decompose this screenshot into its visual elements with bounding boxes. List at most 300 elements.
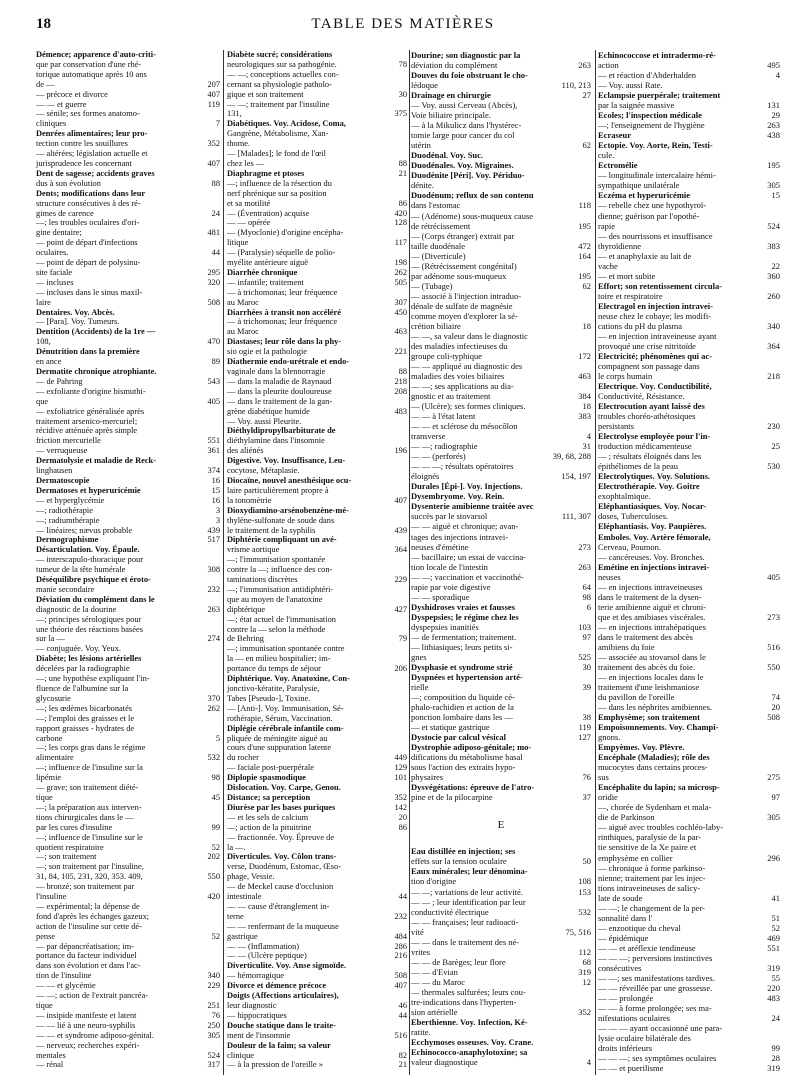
index-entry	[411, 321, 591, 331]
index-entry	[36, 595, 220, 605]
entry-page-number: 472	[578, 240, 591, 251]
entry-text: en ance	[36, 357, 62, 367]
index-entry	[36, 575, 220, 585]
entry-page-number: 4	[775, 70, 780, 81]
entry-text: —; action de la pituitrine	[227, 822, 312, 832]
index-entry	[598, 913, 780, 923]
entry-text: portance du temps de séjour	[227, 664, 321, 674]
entry-page-number: 420	[207, 892, 220, 902]
entry-text: utérin	[411, 140, 431, 151]
entry-page-number: 5	[215, 733, 220, 743]
entry-text: — et réaction d'Abderhalden	[598, 70, 697, 81]
index-entry	[36, 991, 220, 1001]
entry-text: —; l'emploi des graisses et le	[36, 713, 135, 723]
entry-text: Echinococco-anaphylotoxine; sa	[411, 1047, 528, 1057]
entry-text: Diarrhée chronique	[227, 267, 298, 277]
entry-text: action	[598, 60, 619, 71]
entry-page-number: 31	[582, 441, 591, 452]
entry-page-number: 550	[207, 872, 220, 882]
entry-text: Dyspnées et hypertension arté-	[411, 671, 523, 682]
entry-page-number: 3	[215, 505, 220, 515]
entry-text: Dermatoscopie	[36, 475, 90, 485]
index-entry	[598, 401, 780, 411]
entry-text: Eclampsie puerpérale; traitement	[598, 90, 721, 101]
entry-text: — —, sa valeur dans le diagnostic	[411, 330, 528, 341]
entry-text: fond d'après les échanges gazeux;	[36, 911, 150, 921]
index-entry	[411, 271, 591, 281]
entry-page-number: 99	[771, 1043, 780, 1054]
entry-text: mucocytes dans certains proces-	[598, 762, 708, 773]
entry-text: Dents; modifications dans leur	[36, 188, 146, 198]
entry-text: — (Diverticule)	[411, 250, 466, 261]
index-entry	[227, 189, 407, 199]
entry-text: Dourine; son diagnostic par la	[411, 50, 521, 60]
entry-text: —; son traitement par l'insuline,	[36, 862, 144, 872]
index-entry	[36, 486, 220, 496]
entry-page-number: 516	[767, 641, 780, 652]
entry-page-number: 52	[211, 931, 220, 941]
entry-text: gine dentaire;	[36, 228, 82, 238]
entry-text: de —	[36, 79, 55, 89]
index-column-3	[411, 50, 591, 1067]
index-entry	[411, 652, 591, 662]
entry-page-number: 469	[767, 932, 780, 943]
entry-text: vité	[411, 926, 424, 937]
index-entry	[598, 261, 780, 271]
entry-page-number: 74	[771, 692, 780, 702]
entry-text: emphysème en collier	[598, 852, 673, 863]
entry-page-number: 25	[771, 441, 780, 452]
index-entry	[598, 1053, 780, 1063]
entry-text: Diplégie cérébrale infantile com-	[227, 723, 344, 733]
index-entry	[227, 1060, 407, 1070]
entry-page-number: 207	[207, 79, 220, 89]
entry-page-number: 15	[771, 190, 780, 201]
entry-page-number: 263	[207, 604, 220, 614]
entry-text: —; l'immunisation antidiphtéri-	[227, 584, 334, 594]
index-entry	[36, 585, 220, 595]
index-entry	[411, 471, 591, 481]
entry-text: des maladies infectieuses du	[411, 340, 508, 351]
entry-page-number: 229	[394, 575, 407, 585]
index-entry	[598, 842, 780, 852]
index-entry	[227, 387, 407, 397]
entry-text: Effort; son retentissement circula-	[598, 280, 723, 291]
entry-page-number: 551	[767, 942, 780, 953]
index-entry	[36, 436, 220, 446]
entry-page-number: 320	[207, 277, 220, 287]
entry-page-number: 420	[394, 208, 407, 218]
index-entry	[227, 743, 407, 753]
index-entry	[411, 401, 591, 411]
entry-text: rinthiques, paralysie de la par-	[598, 832, 701, 843]
entry-page-number: 128	[394, 218, 407, 228]
entry-text: effets sur la tension oculaire	[411, 856, 507, 867]
column-divider	[223, 50, 224, 1075]
entry-text: — longitudinale intercalaire hémi-	[598, 170, 716, 181]
entry-text: que au moyen de l'anatoxine	[227, 594, 323, 604]
index-entry	[411, 742, 591, 752]
entry-text: groupe coli-typhique	[411, 350, 483, 361]
entry-text: gnes	[411, 651, 427, 662]
entry-text: —; une hypothèse expliquant l'in-	[36, 674, 150, 684]
entry-text: — — et glycémie	[36, 981, 96, 991]
entry-page-number: 352	[207, 139, 220, 149]
entry-text: cule.	[598, 150, 615, 161]
entry-text: —; les corps gras dans le régime	[36, 743, 146, 753]
index-entry	[411, 917, 591, 927]
entry-text: — associée au stovarsol dans le	[598, 651, 706, 662]
entry-text: par la saignée massive	[598, 100, 675, 111]
entry-text: consécutives	[598, 962, 642, 973]
index-entry	[598, 883, 780, 893]
entry-page-number: 118	[578, 200, 591, 211]
entry-text: dienne; guérison par l'opothé-	[598, 210, 700, 221]
index-entry	[598, 973, 780, 983]
index-entry	[36, 634, 220, 644]
entry-text: Duodénite [Péri]. Voy. Périduo-	[411, 170, 525, 181]
index-entry	[411, 876, 591, 886]
entry-text: — et mort subite	[598, 270, 656, 281]
index-entry	[36, 516, 220, 526]
index-entry	[36, 783, 220, 793]
entry-page-number: 198	[394, 258, 407, 268]
entry-text: — expérimental; la dépense de	[36, 901, 140, 911]
index-entry	[227, 288, 407, 298]
index-entry	[36, 367, 220, 377]
index-entry	[598, 602, 780, 612]
index-entry	[227, 951, 407, 961]
entry-page-number: 295	[207, 267, 220, 277]
index-entry	[411, 70, 591, 80]
entry-text: — — et syndrome adiposo-génital.	[36, 1030, 154, 1040]
index-entry	[598, 802, 780, 812]
entry-text: clinique	[227, 1050, 254, 1060]
index-entry	[411, 632, 591, 642]
index-entry	[227, 843, 407, 853]
entry-text: gnons.	[598, 732, 621, 743]
entry-text: — — dans le traitement des né-	[411, 936, 520, 947]
index-entry	[411, 120, 591, 130]
entry-text: nerf phrénique sur sa position	[227, 188, 327, 198]
index-entry	[227, 278, 407, 288]
index-entry	[227, 902, 407, 912]
index-entry	[227, 258, 407, 268]
index-entry	[36, 347, 220, 357]
entry-page-number: 263	[578, 60, 591, 71]
entry-text: — [Para]. Voy. Tumeurs.	[36, 317, 120, 327]
entry-text: grène diabétique humide	[227, 406, 310, 416]
index-entry	[227, 961, 407, 971]
index-entry	[598, 381, 780, 391]
entry-page-number: 360	[767, 270, 780, 281]
entry-page-number: 260	[767, 290, 780, 301]
index-entry	[36, 218, 220, 228]
entry-text: maladies des voies biliaires	[411, 371, 505, 381]
index-entry	[227, 218, 407, 228]
index-entry	[227, 813, 407, 823]
entry-page-number: 76	[211, 1010, 220, 1020]
entry-page-number: 470	[207, 337, 220, 347]
index-entry	[36, 248, 220, 258]
index-entry	[411, 997, 591, 1007]
index-entry	[227, 446, 407, 456]
index-entry	[36, 50, 220, 60]
entry-page-number: 103	[578, 621, 591, 632]
index-entry	[36, 456, 220, 466]
entry-text: — incluses	[36, 277, 74, 287]
entry-page-number: 438	[767, 130, 780, 141]
entry-text: neuses d'émétine	[411, 541, 469, 552]
index-entry	[227, 1011, 407, 1021]
entry-text: crétion biliaire	[411, 320, 461, 331]
entry-text: Diverticules. Voy. Côlon trans-	[227, 852, 337, 862]
entry-page-number: 407	[207, 89, 220, 99]
entry-text: site faciale	[36, 267, 73, 277]
index-entry	[598, 993, 780, 1003]
entry-page-number: 4	[586, 431, 591, 442]
entry-text: Cerveau, Poumon.	[598, 541, 662, 552]
index-entry	[598, 281, 780, 291]
index-entry	[411, 1037, 591, 1047]
index-entry	[598, 411, 780, 421]
index-entry	[411, 411, 591, 421]
index-entry	[411, 50, 591, 60]
entry-text: — linéaires; nævus probable	[36, 525, 133, 535]
index-entry	[411, 100, 591, 110]
entry-text: sonnalité dans l'	[598, 912, 653, 923]
entry-page-number: 44	[211, 248, 220, 258]
entry-text: — grave; son traitement diété-	[36, 783, 139, 793]
index-entry	[36, 753, 220, 763]
entry-page-number: 439	[207, 525, 220, 535]
index-entry	[411, 160, 591, 170]
index-entry	[598, 180, 780, 190]
index-entry	[411, 441, 591, 451]
index-entry	[227, 80, 407, 90]
entry-text: — en injections intraveineuses	[598, 581, 703, 592]
index-entry	[36, 882, 220, 892]
entry-text: — — prolongée	[598, 992, 654, 1003]
entry-text: Drainage en chirurgie	[411, 90, 491, 101]
index-entry	[411, 80, 591, 90]
entry-page-number: 202	[207, 852, 220, 862]
index-entry	[227, 90, 407, 100]
entry-text: Eléphantiasis. Voy. Paupières.	[598, 521, 707, 532]
entry-page-number: 21	[398, 1060, 407, 1070]
entry-text: — dans la pleurite douloureuse	[227, 386, 332, 396]
entry-text: — bronzé; son traitement par	[36, 882, 135, 892]
index-entry	[598, 792, 780, 802]
index-entry	[411, 391, 591, 401]
index-entry	[36, 377, 220, 387]
entry-text: — — et guerre	[36, 99, 87, 109]
entry-text: Dystocie par calcul vésical	[411, 732, 506, 743]
index-entry	[227, 981, 407, 991]
entry-text: — — (perforés)	[411, 451, 466, 462]
entry-text: — —; variations de leur activité.	[411, 886, 523, 897]
entry-text: Empoisonnements. Voy. Champi-	[598, 722, 719, 733]
entry-text: amibiens du foie	[598, 641, 655, 652]
entry-text: — hippocratiques	[227, 1010, 287, 1020]
index-entry	[411, 1027, 591, 1037]
entry-text: contre la — selon la méthode	[227, 624, 326, 634]
entry-page-number: 129	[394, 763, 407, 773]
entry-page-number: 4	[586, 1057, 591, 1068]
index-entry	[598, 160, 780, 170]
entry-text: diéthylamine dans l'insomnie	[227, 436, 325, 446]
index-entry	[598, 612, 780, 622]
index-entry	[411, 341, 591, 351]
entry-text: tique	[36, 1001, 53, 1010]
index-entry	[598, 893, 780, 903]
entry-page-number: 275	[767, 772, 780, 783]
entry-text: contre la —; influence des con-	[227, 565, 333, 575]
entry-text: de rétrécissement	[411, 220, 471, 231]
entry-text: — nerveux; recherches expéri-	[36, 1040, 140, 1050]
index-entry	[36, 288, 220, 298]
index-entry	[411, 682, 591, 692]
entry-text: tions intraveineuses de salicy-	[598, 882, 701, 893]
entry-text: Ecchymoses osseuses. Voy. Crane.	[411, 1036, 534, 1047]
index-entry	[36, 724, 220, 734]
index-entry	[227, 456, 407, 466]
entry-text: 31, 84, 105, 231, 320, 353. 409,	[36, 872, 143, 882]
entry-text: vaginale dans la blennorragie	[227, 367, 326, 376]
entry-page-number: 508	[767, 712, 780, 723]
index-entry	[36, 327, 220, 337]
index-entry	[36, 803, 220, 813]
entry-page-number: 208	[394, 386, 407, 396]
entry-text: lipémie	[36, 773, 62, 783]
entry-page-number: 232	[394, 911, 407, 921]
index-entry	[598, 421, 780, 431]
entry-text: thome.	[227, 139, 251, 149]
entry-page-number: 319	[767, 1063, 780, 1074]
index-entry	[227, 426, 407, 436]
entry-text: Eaux minérales; leur dénomina-	[411, 866, 528, 877]
entry-text: —; radiothérapie	[36, 505, 93, 515]
entry-text: et sa motilité	[227, 198, 271, 208]
index-entry	[227, 704, 407, 714]
entry-text: — des nourrissons et insuffisance	[598, 230, 713, 241]
entry-page-number: 508	[207, 297, 220, 307]
entry-text: — incluses dans le sinus maxil-	[36, 287, 143, 297]
index-entry	[36, 258, 220, 268]
entry-text: Dislocation. Voy. Carpe, Genou.	[227, 783, 341, 793]
index-entry	[36, 813, 220, 823]
index-entry	[227, 852, 407, 862]
entry-page-number: 483	[394, 406, 407, 416]
index-entry	[36, 555, 220, 565]
index-entry	[598, 1023, 780, 1033]
index-entry	[227, 882, 407, 892]
entry-page-number: 12	[582, 976, 591, 987]
index-entry	[598, 501, 780, 511]
entry-text: — à la Mikulicz dans l'hystérec-	[411, 120, 522, 131]
entry-page-number: 220	[767, 982, 780, 993]
entry-text: gnostic et au traitement	[411, 391, 491, 402]
index-entry	[598, 732, 780, 742]
index-column-2	[227, 50, 407, 1070]
entry-text: — en injections locales dans le	[598, 671, 704, 682]
entry-text: Duodénum; reflux de son contenu	[411, 190, 534, 201]
entry-page-number: 79	[398, 634, 407, 644]
index-entry	[36, 605, 220, 615]
index-entry	[411, 180, 591, 190]
entry-text: — aiguë avec troubles cochléo-laby-	[598, 822, 724, 833]
entry-page-number: 16	[211, 495, 220, 505]
index-entry	[411, 150, 591, 160]
entry-text: tion de l'insuline	[36, 971, 92, 981]
entry-text: l'insuline	[36, 892, 67, 902]
entry-text: — dans la maladie de Raynaud	[227, 376, 332, 386]
entry-text: Dystrophie adiposo-génitale; mo-	[411, 742, 532, 753]
entry-page-number: 532	[207, 753, 220, 763]
index-entry	[411, 772, 591, 782]
index-entry	[598, 100, 780, 110]
index-entry	[598, 251, 780, 261]
index-entry	[598, 291, 780, 301]
entry-text: — chronique à forme parkinso-	[598, 862, 706, 873]
entry-page-number: 407	[394, 981, 407, 991]
index-entry	[36, 337, 220, 347]
entry-text: —; les œdèmes bicarbonatés	[36, 703, 133, 713]
index-entry	[36, 100, 220, 110]
index-entry	[227, 347, 407, 357]
index-entry	[411, 967, 591, 977]
entry-page-number: 119	[207, 99, 220, 109]
entry-text: — conjuguée. Voy. Yeux.	[36, 644, 121, 654]
index-entry	[36, 397, 220, 407]
index-entry	[411, 251, 591, 261]
entry-text: Dermographisme	[36, 535, 99, 545]
entry-text: — de Pahring	[36, 376, 83, 386]
index-entry	[598, 762, 780, 772]
index-entry	[598, 983, 780, 993]
entry-text: sion artérielle	[411, 1006, 458, 1017]
entry-text: Dysvégétations: épreuve de l'atro-	[411, 782, 535, 793]
index-entry	[227, 922, 407, 932]
index-entry	[411, 110, 591, 120]
entry-text: taminations discrètes	[227, 575, 298, 585]
entry-text: épithéliomes de la peau	[598, 461, 679, 472]
index-entry	[598, 812, 780, 822]
entry-text: — — —; résultats opératoires	[411, 461, 514, 472]
entry-text: verse, Duodénum, Estomac, Œso-	[227, 862, 341, 872]
index-entry	[227, 971, 407, 981]
entry-text: — — réveillée par une grossesse.	[598, 982, 713, 993]
entry-page-number: 525	[578, 651, 591, 662]
index-entry	[36, 109, 220, 119]
entry-text: cliniques	[36, 119, 67, 129]
index-entry	[598, 1043, 780, 1053]
index-entry	[598, 130, 780, 140]
entry-page-number: 296	[767, 852, 780, 863]
index-entry	[411, 1007, 591, 1017]
entry-text: Dermatolysie et maladie de Reck-	[36, 456, 157, 466]
entry-page-number: 305	[207, 1030, 220, 1040]
entry-text: — —; ses manifestations tardives.	[598, 972, 715, 983]
entry-text: Eau distillée en injection; ses	[411, 846, 516, 857]
entry-text: —; influence de la résection du	[227, 178, 332, 188]
index-entry	[36, 664, 220, 674]
index-entry	[411, 281, 591, 291]
index-entry	[36, 417, 220, 427]
entry-text: alimentaire	[36, 753, 74, 763]
entry-page-number: 18	[582, 401, 591, 412]
entry-page-number: 274	[207, 634, 220, 644]
